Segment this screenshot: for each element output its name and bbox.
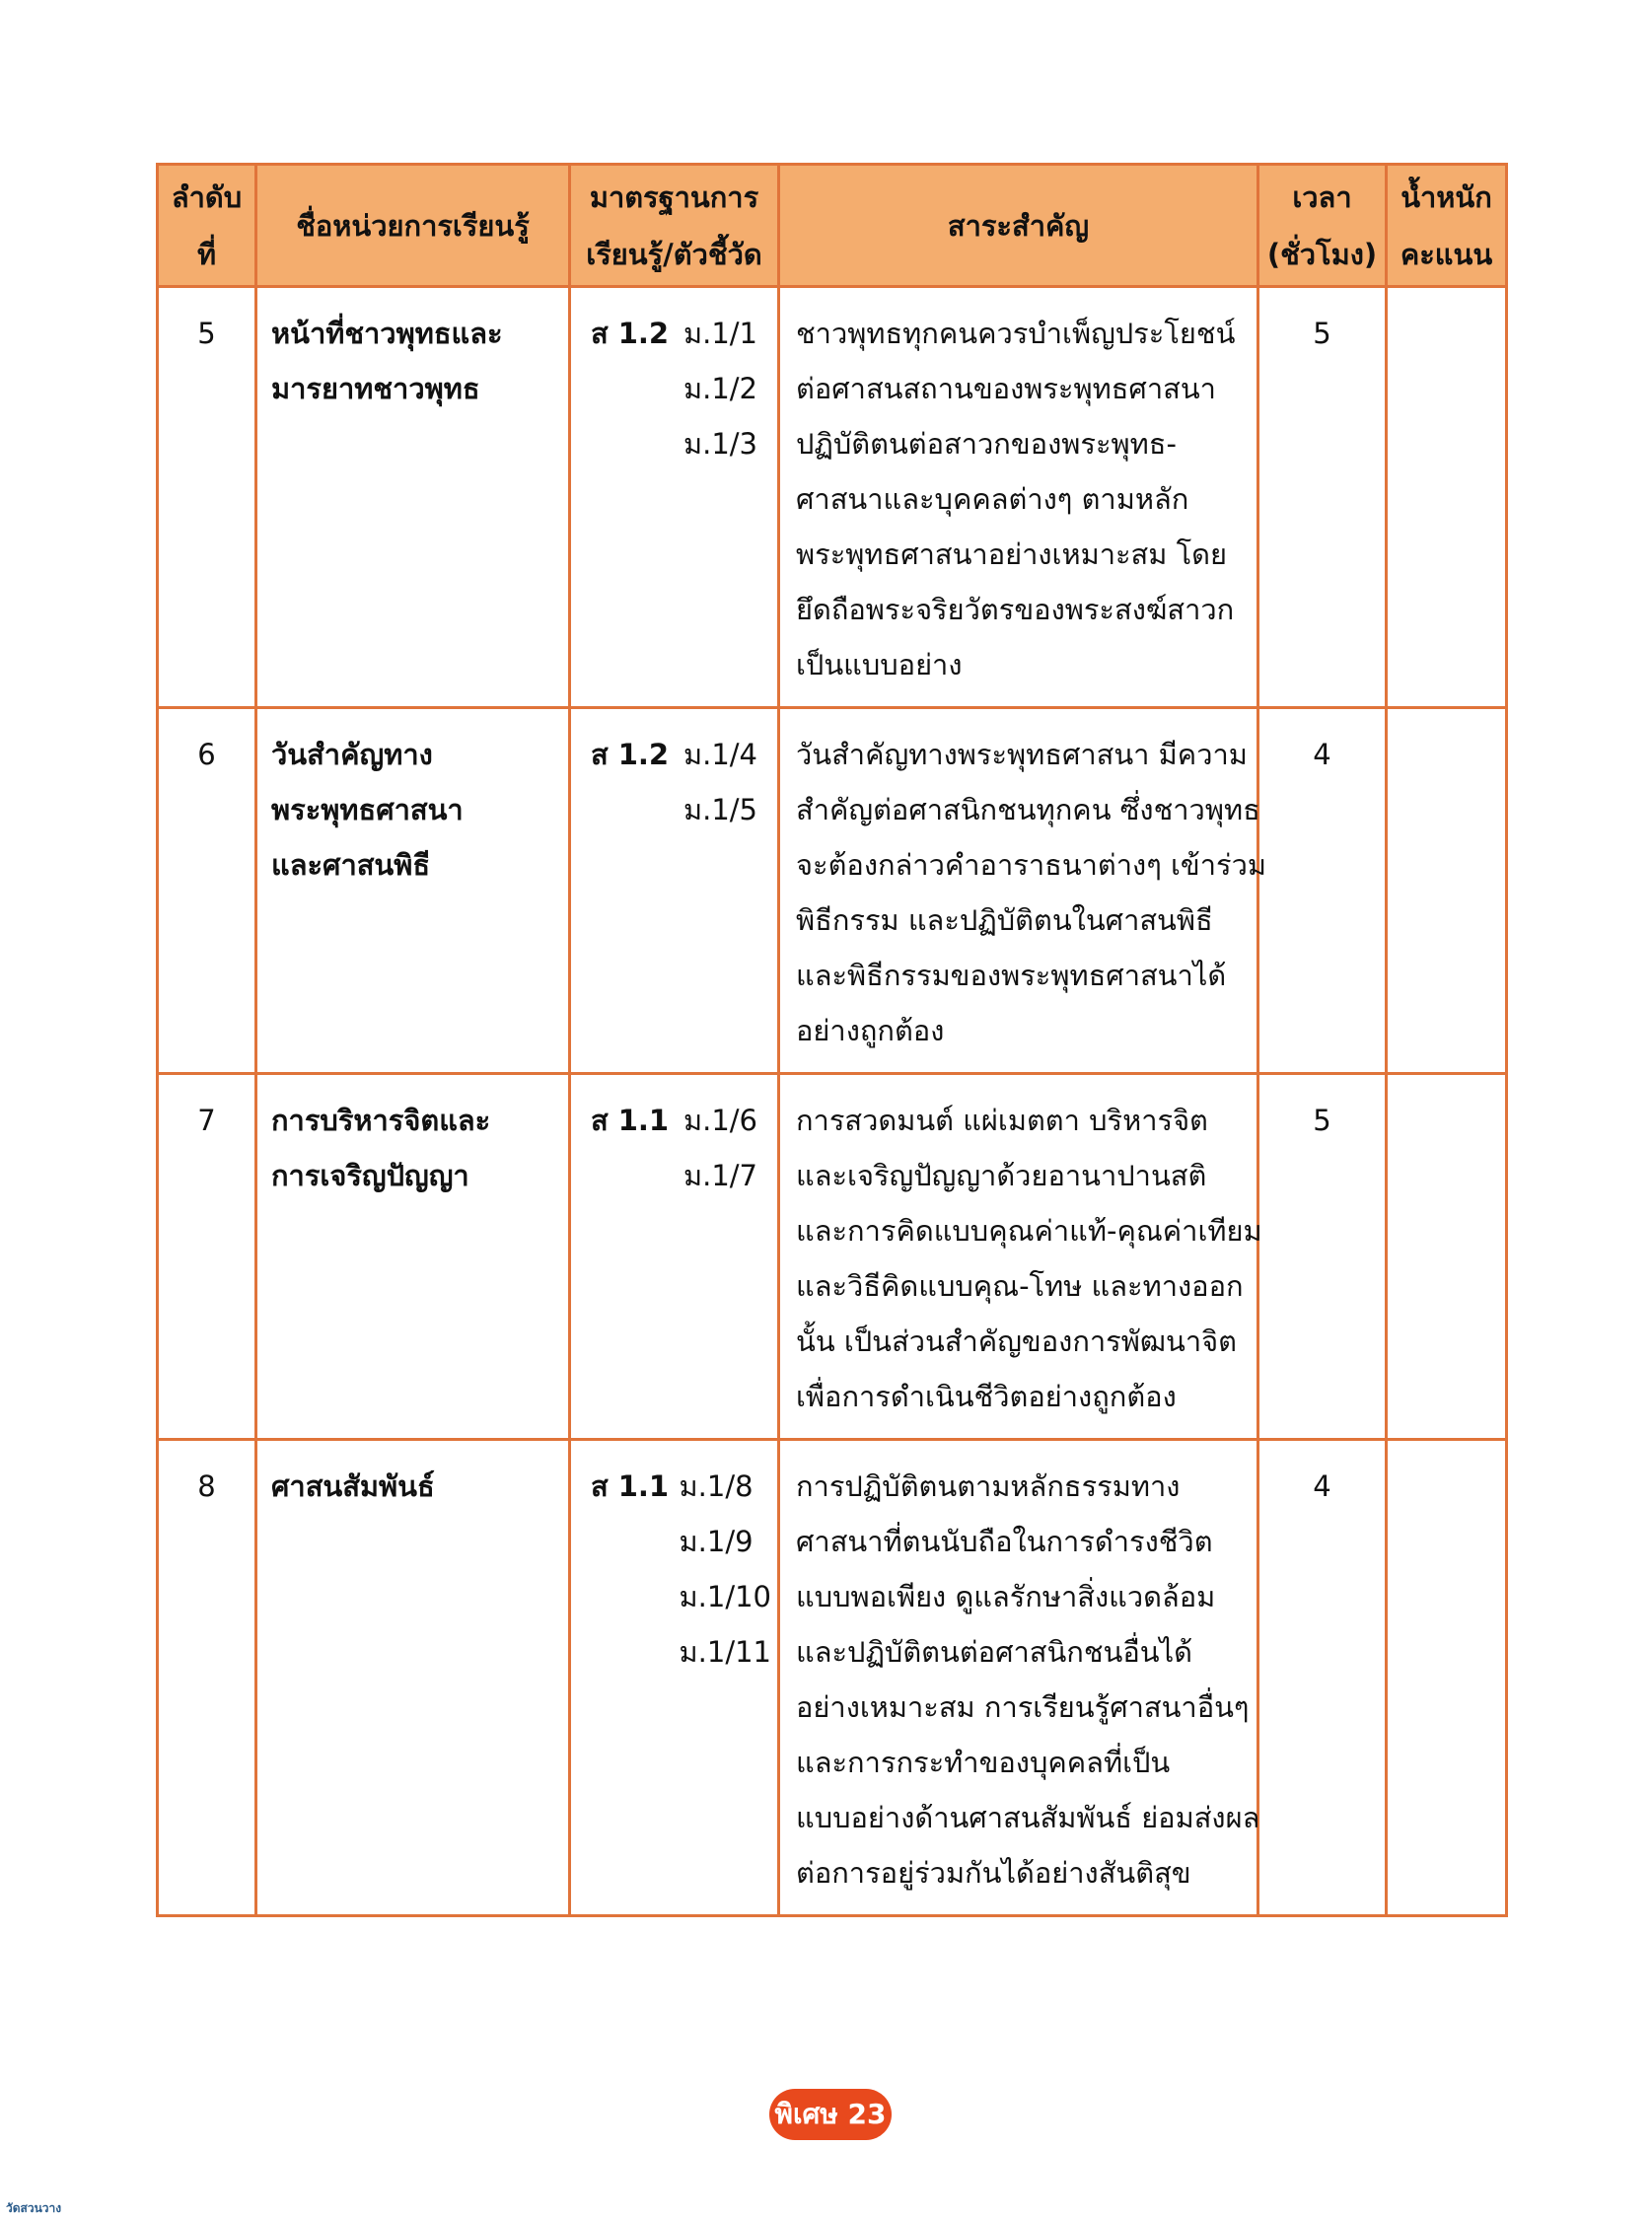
- content-cell: การสวดมนต์ แผ่เมตตา บริหารจิต และเจริญปัญญาด้วยอานาปานสติ และการคิดแบบคุณค่าแท้-คุณค่าเทียม และวิธีคิดแบบคุณ-โทษ และทางออก นั้น เป็นส่วนสำคัญของการพัฒนาจิต เพื่อการดำเนินชีวิตอย่างถูกต้อง: [779, 1074, 1258, 1440]
- weight-cell: [1387, 708, 1507, 1074]
- standard-cell: [570, 287, 779, 708]
- header-weight: น้ำหนัก คะแนน: [1387, 165, 1507, 287]
- header-order: ลำดับ ที่: [158, 165, 256, 287]
- unit-name-cell: วันสำคัญทาง พระพุทธศาสนา และศาสนพิธี: [256, 708, 570, 1074]
- standard-cell: [570, 1440, 779, 1916]
- course-structure-table: [156, 163, 1508, 1917]
- indicator-list: ม.1/8 ม.1/9 ม.1/10 ม.1/11: [679, 1469, 771, 1669]
- content-cell: การปฏิบัติตนตามหลักธรรมทาง ศาสนาที่ตนนับถือในการดำรงชีวิต แบบพอเพียง ดูแลรักษาสิ่งแวดล้อม และปฏิบัติตนต่อศาสนิกชนอื่นได้ อย่างเหมาะสม การเรียนรู้ศาสนาอื่นๆ และการกระทำของบุคคลที่เป็น แบบอย่างด้านศาสนสัมพันธ์ ย่อมส่งผล ต่อการอยู่ร่วมกันได้อย่างสันติสุข: [779, 1440, 1258, 1916]
- weight-cell: [1387, 1440, 1507, 1916]
- unit-name-cell: หน้าที่ชาวพุทธและ มารยาทชาวพุทธ: [256, 287, 570, 708]
- order-cell: 5: [158, 287, 256, 708]
- unit-name-cell: ศาสนสัมพันธ์: [256, 1440, 570, 1916]
- table-row: [158, 1440, 1507, 1916]
- indicator-list: ม.1/4 ม.1/5: [683, 738, 758, 826]
- hours-cell: 4: [1258, 708, 1387, 1074]
- table-row: [158, 1074, 1507, 1440]
- standard-code: ส 1.2: [591, 738, 670, 771]
- content-cell: วันสำคัญทางพระพุทธศาสนา มีความ สำคัญต่อศาสนิกชนทุกคน ซึ่งชาวพุทธ จะต้องกล่าวคำอาราธนาต่างๆ เข้าร่วม พิธีกรรม และปฏิบัติตนในศาสนพิธี และพิธีกรรมของพระพุทธศาสนาได้ อย่างถูกต้อง: [779, 708, 1258, 1074]
- watermark-text: วัดสวนวาง: [6, 2201, 62, 2215]
- standard-code: ส 1.1: [591, 1104, 670, 1137]
- header-unit: ชื่อหน่วยการเรียนรู้: [256, 165, 570, 287]
- order-cell: 6: [158, 708, 256, 1074]
- content-cell: ชาวพุทธทุกคนควรบำเพ็ญประโยชน์ ต่อศาสนสถานของพระพุทธศาสนา ปฏิบัติตนต่อสาวกของพระพุทธ- ศาสนาและบุคคลต่างๆ ตามหลัก พระพุทธศาสนาอย่างเหมาะสม โดย ยึดถือพระจริยวัตรของพระสงฆ์สาวก เป็นแบบอย่าง: [779, 287, 1258, 708]
- hours-cell: 5: [1258, 1074, 1387, 1440]
- order-cell: 8: [158, 1440, 256, 1916]
- table-row: [158, 287, 1507, 708]
- weight-cell: [1387, 1074, 1507, 1440]
- standard-cell: [570, 708, 779, 1074]
- indicator-list: ม.1/1 ม.1/2 ม.1/3: [683, 317, 758, 461]
- table-header-row: [158, 165, 1507, 287]
- hours-cell: 4: [1258, 1440, 1387, 1916]
- course-structure-table-wrapper: [156, 163, 1505, 1917]
- page-number-badge: พิเศษ 23: [769, 2089, 892, 2140]
- header-hours: เวลา (ชั่วโมง): [1258, 165, 1387, 287]
- header-content: สาระสำคัญ: [779, 165, 1258, 287]
- indicator-list: ม.1/6 ม.1/7: [683, 1104, 758, 1192]
- standard-code: ส 1.2: [591, 317, 670, 350]
- order-cell: 7: [158, 1074, 256, 1440]
- header-standard: มาตรฐานการ เรียนรู้/ตัวชี้วัด: [570, 165, 779, 287]
- table-row: [158, 708, 1507, 1074]
- weight-cell: [1387, 287, 1507, 708]
- unit-name-cell: การบริหารจิตและ การเจริญปัญญา: [256, 1074, 570, 1440]
- standard-cell: [570, 1074, 779, 1440]
- standard-code: ส 1.1: [591, 1469, 670, 1503]
- hours-cell: 5: [1258, 287, 1387, 708]
